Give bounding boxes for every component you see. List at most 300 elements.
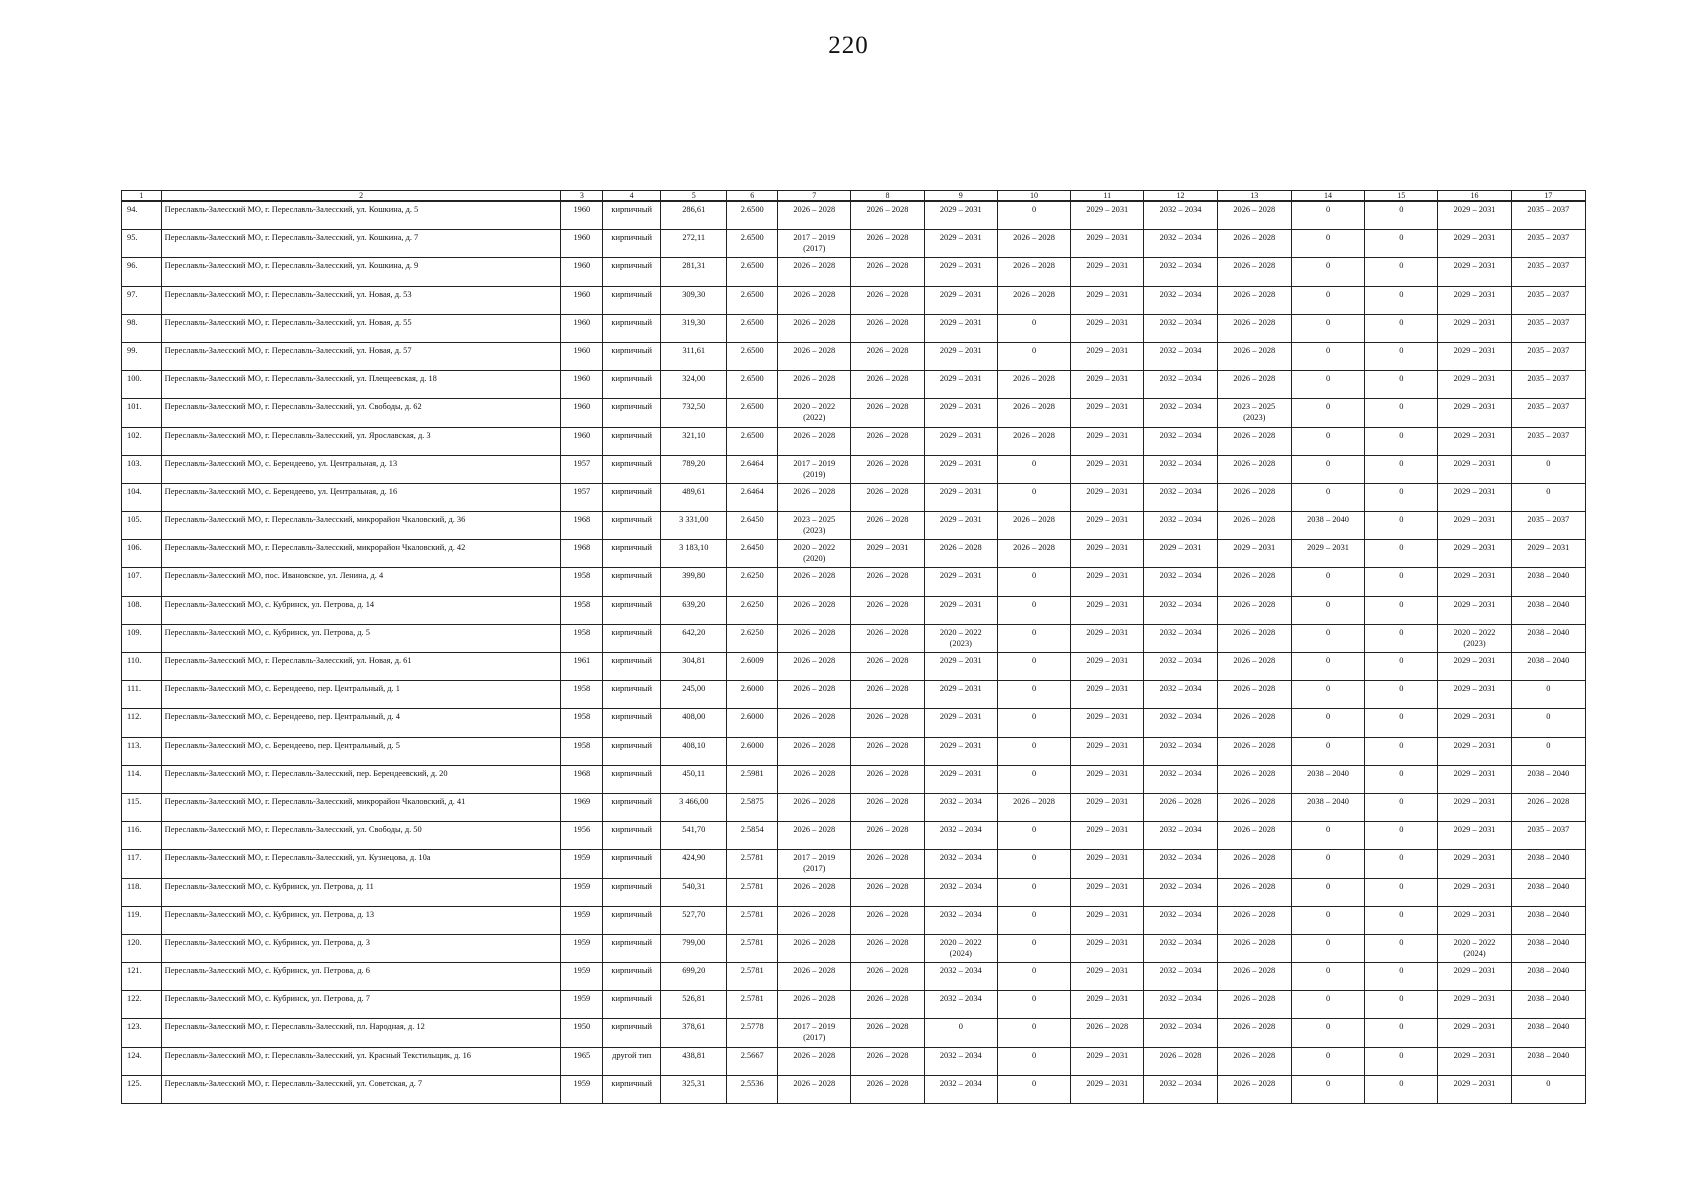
- cell-col-1: [122, 1047, 162, 1075]
- cell-col-17: [1511, 512, 1585, 540]
- column-number-2: 2: [161, 191, 561, 202]
- cell-value: 2026 – 2028: [866, 486, 909, 496]
- cell-col-2: [161, 483, 561, 511]
- cell-value: 0: [1031, 627, 1037, 637]
- cell-col-12: [1144, 1019, 1217, 1047]
- cell-value: 0: [1399, 345, 1404, 355]
- cell-value: 2026 – 2028: [1233, 966, 1276, 976]
- cell-value: 1959: [573, 1078, 591, 1088]
- cell-col-2: [161, 512, 561, 540]
- cell-value: 2026 – 2028: [793, 966, 836, 976]
- cell-value: 2032 – 2034: [1159, 599, 1202, 609]
- cell-value: 2029 – 2031: [1086, 768, 1129, 778]
- cell-value: кирпичный: [611, 599, 652, 609]
- cell-value: 2032 – 2034: [1159, 1078, 1202, 1088]
- cell-col-7: [778, 793, 851, 821]
- cell-value: 2029 – 2031: [1453, 796, 1496, 806]
- cell-value: 2029 – 2031: [1453, 289, 1496, 299]
- cell-col-15: [1365, 1047, 1438, 1075]
- cell-col-13: [1217, 850, 1291, 878]
- column-number-5: 5: [661, 191, 727, 202]
- cell-value: 2026 – 2028: [793, 937, 836, 947]
- cell-col-16: [1438, 1047, 1511, 1075]
- cell-col-8: [851, 540, 924, 568]
- cell-value: 2029 – 2031: [939, 430, 982, 440]
- cell-col-15: [1365, 793, 1438, 821]
- cell-value: кирпичный: [611, 853, 652, 863]
- cell-value: 639,20: [682, 599, 706, 609]
- cell-value: 2029 – 2031: [1086, 684, 1129, 694]
- cell-value: 2026 – 2028: [866, 233, 909, 243]
- table-row: [122, 906, 1586, 934]
- cell-col-11: [1071, 963, 1144, 991]
- cell-value: 2029 – 2031: [939, 599, 982, 609]
- cell-value: 0: [1399, 486, 1404, 496]
- cell-value: 2035 – 2037: [1527, 402, 1570, 412]
- cell-col-5: [661, 934, 727, 962]
- cell-col-9: [924, 991, 997, 1019]
- cell-col-13: [1217, 427, 1291, 455]
- cell-col-7: [778, 230, 851, 258]
- cell-value: 2029 – 2031: [1159, 543, 1202, 553]
- cell-value: 281,31: [682, 261, 706, 271]
- cell-value: 2026 – 2028: [866, 571, 909, 581]
- cell-value: 0: [1031, 881, 1037, 891]
- cell-value: 2.6464: [740, 486, 764, 496]
- cell-col-1: [122, 596, 162, 624]
- cell-value: 2023 – 2025: [1233, 402, 1276, 412]
- cell-value: 2032 – 2034: [1159, 627, 1202, 637]
- cell-value: 2026 – 2028: [793, 1050, 836, 1060]
- cell-value: кирпичный: [611, 825, 652, 835]
- cell-value: 1961: [573, 656, 591, 665]
- cell-value: 2029 – 2031: [1453, 853, 1496, 863]
- cell-col-1: [122, 1075, 162, 1103]
- cell-col-11: [1071, 258, 1144, 286]
- cell-value: 0: [1325, 994, 1331, 1004]
- cell-col-4: [603, 230, 661, 258]
- cell-col-10: [997, 822, 1070, 850]
- cell-col-17: [1511, 314, 1585, 342]
- cell-col-16: [1438, 906, 1511, 934]
- cell-col-16: [1438, 230, 1511, 258]
- cell-value: 0: [1031, 571, 1037, 581]
- cell-col-17: [1511, 793, 1585, 821]
- cell-col-10: [997, 653, 1070, 681]
- cell-col-15: [1365, 540, 1438, 568]
- cell-value: Переславль-Залесский МО, г. Переславль-Залесский, ул. Новая, д. 57: [164, 345, 412, 355]
- cell-value: 114.: [127, 768, 142, 778]
- cell-col-6: [727, 963, 778, 991]
- cell-col-14: [1291, 709, 1364, 737]
- cell-value: 2029 – 2031: [1453, 768, 1496, 778]
- cell-col-6: [727, 230, 778, 258]
- cell-col-11: [1071, 455, 1144, 483]
- cell-col-5: [661, 878, 727, 906]
- cell-value: кирпичный: [611, 345, 652, 355]
- cell-value: 2032 – 2034: [1159, 937, 1202, 947]
- cell-value: 2029 – 2031: [1453, 994, 1496, 1004]
- cell-value: 2020 – 2022: [939, 627, 982, 637]
- cell-value: 0: [1325, 740, 1331, 750]
- cell-value: 1958: [573, 712, 591, 722]
- cell-col-12: [1144, 399, 1217, 427]
- cell-col-15: [1365, 737, 1438, 765]
- cell-col-17: [1511, 1019, 1585, 1047]
- cell-value: 2.6500: [740, 317, 764, 327]
- cell-col-2: [161, 427, 561, 455]
- cell-col-15: [1365, 201, 1438, 230]
- cell-value: 2.6500: [740, 402, 764, 412]
- cell-value: 2026 – 2028: [1013, 515, 1055, 525]
- cell-col-9: [924, 963, 997, 991]
- cell-value: 2032 – 2034: [1159, 994, 1202, 1004]
- cell-col-10: [997, 371, 1070, 399]
- cell-value: Переславль-Залесский МО, г. Переславль-Залесский, ул. Кошкина, д. 5: [164, 205, 419, 214]
- cell-col-6: [727, 201, 778, 230]
- cell-col-7: [778, 512, 851, 540]
- cell-value: 2032 – 2034: [1159, 881, 1202, 891]
- cell-value: 2029 – 2031: [1086, 1050, 1129, 1060]
- cell-col-2: [161, 568, 561, 596]
- cell-col-13: [1217, 230, 1291, 258]
- cell-value: 2017 – 2019: [793, 458, 836, 468]
- cell-value: 2026 – 2028: [866, 1022, 909, 1032]
- cell-value: 2026 – 2028: [1233, 853, 1276, 863]
- cell-col-6: [727, 427, 778, 455]
- cell-col-10: [997, 1019, 1070, 1047]
- cell-col-4: [603, 681, 661, 709]
- cell-col-9: [924, 427, 997, 455]
- cell-col-12: [1144, 878, 1217, 906]
- cell-col-9: [924, 512, 997, 540]
- cell-col-12: [1144, 455, 1217, 483]
- cell-value: 0: [1325, 684, 1331, 694]
- cell-value: 2026 – 2028: [1233, 768, 1276, 778]
- cell-value: 2032 – 2034: [1159, 289, 1202, 299]
- cell-value: кирпичный: [611, 261, 652, 271]
- cell-value: 2.6250: [740, 599, 764, 609]
- cell-value: 2029 – 2031: [1453, 458, 1496, 468]
- cell-value: 2029 – 2031: [939, 289, 982, 299]
- cell-value: 1959: [573, 937, 591, 947]
- cell-value: 0: [1399, 881, 1404, 891]
- cell-col-10: [997, 512, 1070, 540]
- cell-value: 304,81: [682, 656, 706, 665]
- cell-col-17: [1511, 878, 1585, 906]
- cell-col-4: [603, 596, 661, 624]
- cell-value: 1960: [573, 233, 591, 243]
- cell-value: 2026 – 2028: [1233, 712, 1276, 722]
- cell-col-2: [161, 737, 561, 765]
- table-row: [122, 709, 1586, 737]
- cell-col-7: [778, 483, 851, 511]
- cell-col-13: [1217, 963, 1291, 991]
- cell-value: 125.: [127, 1078, 142, 1088]
- cell-value: 2026 – 2028: [1013, 261, 1055, 271]
- cell-col-6: [727, 737, 778, 765]
- cell-value: 319,30: [682, 317, 706, 327]
- cell-col-2: [161, 258, 561, 286]
- cell-col-17: [1511, 822, 1585, 850]
- cell-value: 121.: [127, 966, 142, 976]
- cell-value: 0: [1399, 233, 1404, 243]
- cell-value: Переславль-Залесский МО, г. Переславль-Залесский, ул. Кошкина, д. 7: [164, 233, 419, 243]
- column-number-16: 16: [1438, 191, 1511, 202]
- cell-col-14: [1291, 963, 1364, 991]
- cell-value: 2032 – 2034: [1159, 825, 1202, 835]
- cell-col-11: [1071, 653, 1144, 681]
- cell-value: 2029 – 2031: [1086, 881, 1129, 891]
- cell-value: 2.5781: [740, 881, 764, 891]
- cell-col-9: [924, 399, 997, 427]
- cell-col-6: [727, 878, 778, 906]
- cell-value: 0: [1399, 966, 1404, 976]
- cell-value: 1960: [573, 317, 591, 327]
- cell-col-16: [1438, 737, 1511, 765]
- cell-value: 2026 – 2028: [793, 712, 836, 722]
- cell-value: 0: [1031, 966, 1037, 976]
- table-row: [122, 878, 1586, 906]
- cell-col-9: [924, 483, 997, 511]
- cell-col-9: [924, 850, 997, 878]
- cell-col-6: [727, 906, 778, 934]
- cell-value: 2026 – 2028: [866, 1050, 909, 1060]
- cell-col-16: [1438, 850, 1511, 878]
- cell-col-14: [1291, 483, 1364, 511]
- cell-value: 2032 – 2034: [939, 994, 982, 1004]
- cell-col-1: [122, 230, 162, 258]
- cell-value: 2029 – 2031: [1086, 796, 1129, 806]
- table-row: [122, 1047, 1586, 1075]
- cell-col-10: [997, 963, 1070, 991]
- cell-col-16: [1438, 568, 1511, 596]
- cell-col-15: [1365, 709, 1438, 737]
- cell-value: 789,20: [682, 458, 706, 468]
- cell-col-13: [1217, 822, 1291, 850]
- cell-value: 2029 – 2031: [1086, 205, 1129, 214]
- cell-col-3: [561, 681, 603, 709]
- cell-col-9: [924, 653, 997, 681]
- cell-value: Переславль-Залесский МО, с. Кубринск, ул. Петрова, д. 11: [164, 881, 374, 891]
- cell-value: 0: [1399, 1050, 1404, 1060]
- cell-col-12: [1144, 709, 1217, 737]
- cell-value: 1958: [573, 684, 591, 694]
- cell-value: 2032 – 2034: [1159, 712, 1202, 722]
- cell-col-8: [851, 991, 924, 1019]
- cell-col-7: [778, 399, 851, 427]
- cell-value: 2026 – 2028: [1233, 317, 1276, 327]
- cell-col-17: [1511, 1047, 1585, 1075]
- cell-value: 2038 – 2040: [1527, 1050, 1570, 1060]
- cell-value: 0: [1325, 853, 1331, 863]
- cell-value: 0: [1325, 486, 1331, 496]
- cell-col-10: [997, 737, 1070, 765]
- cell-value: 2026 – 2028: [793, 571, 836, 581]
- cell-col-11: [1071, 596, 1144, 624]
- cell-col-14: [1291, 568, 1364, 596]
- cell-col-10: [997, 709, 1070, 737]
- cell-value: 2.5854: [740, 825, 764, 835]
- cell-col-2: [161, 455, 561, 483]
- cell-value: 2.6009: [740, 656, 764, 665]
- cell-value: 95.: [127, 233, 138, 243]
- cell-value: Переславль-Залесский МО, г. Переславль-Залесский, ул. Новая, д. 61: [164, 656, 412, 665]
- cell-value: кирпичный: [611, 458, 652, 468]
- table-row: [122, 427, 1586, 455]
- cell-value: 2026 – 2028: [1527, 796, 1570, 806]
- cell-value: 2017 – 2019: [793, 853, 836, 863]
- cell-col-9: [924, 540, 997, 568]
- cell-value: кирпичный: [611, 712, 652, 722]
- cell-col-3: [561, 934, 603, 962]
- cell-value: 2032 – 2034: [939, 966, 982, 976]
- cell-col-1: [122, 709, 162, 737]
- cell-col-9: [924, 258, 997, 286]
- cell-value: 2029 – 2031: [939, 205, 982, 214]
- cell-col-6: [727, 512, 778, 540]
- cell-value: 0: [1546, 1078, 1551, 1088]
- cell-col-16: [1438, 822, 1511, 850]
- cell-value: 2.5981: [740, 768, 764, 778]
- cell-value: 2035 – 2037: [1527, 515, 1570, 525]
- cell-col-10: [997, 568, 1070, 596]
- cell-col-4: [603, 963, 661, 991]
- cell-col-1: [122, 286, 162, 314]
- cell-value: 2032 – 2034: [1159, 909, 1202, 919]
- cell-col-12: [1144, 765, 1217, 793]
- cell-value: 2029 – 2031: [1453, 233, 1496, 243]
- cell-value: 2032 – 2034: [1159, 345, 1202, 355]
- cell-value: 2.6250: [740, 571, 764, 581]
- cell-col-3: [561, 906, 603, 934]
- cell-col-4: [603, 258, 661, 286]
- cell-value: Переславль-Залесский МО, г. Переславль-Залесский, ул. Красный Текстильщик, д. 16: [164, 1050, 471, 1060]
- cell-value: 2029 – 2031: [1233, 543, 1276, 553]
- cell-value: 2032 – 2034: [1159, 684, 1202, 694]
- cell-col-2: [161, 681, 561, 709]
- cell-value: 0: [1325, 966, 1331, 976]
- cell-col-16: [1438, 653, 1511, 681]
- cell-value: 2029 – 2031: [1086, 599, 1129, 609]
- cell-col-3: [561, 512, 603, 540]
- cell-col-2: [161, 1019, 561, 1047]
- cell-col-3: [561, 991, 603, 1019]
- cell-col-14: [1291, 1075, 1364, 1103]
- cell-col-6: [727, 596, 778, 624]
- table-row: [122, 624, 1586, 652]
- cell-col-9: [924, 737, 997, 765]
- cell-note: (2017): [803, 1033, 826, 1043]
- cell-col-9: [924, 793, 997, 821]
- cell-value: 2026 – 2028: [1233, 1022, 1276, 1032]
- cell-col-9: [924, 878, 997, 906]
- cell-value: 2029 – 2031: [1453, 345, 1496, 355]
- cell-value: кирпичный: [611, 937, 652, 947]
- cell-col-6: [727, 653, 778, 681]
- cell-value: 2038 – 2040: [1307, 796, 1349, 806]
- cell-value: 0: [1399, 374, 1404, 384]
- cell-col-15: [1365, 991, 1438, 1019]
- cell-col-17: [1511, 540, 1585, 568]
- page-number: 220: [828, 32, 869, 59]
- cell-value: 2026 – 2028: [1233, 261, 1276, 271]
- cell-value: 2029 – 2031: [1453, 966, 1496, 976]
- cell-value: 0: [1325, 881, 1331, 891]
- cell-col-1: [122, 1019, 162, 1047]
- cell-value: 0: [1031, 684, 1037, 694]
- cell-col-10: [997, 201, 1070, 230]
- cell-col-6: [727, 286, 778, 314]
- cell-col-5: [661, 681, 727, 709]
- table-row: [122, 737, 1586, 765]
- cell-col-14: [1291, 991, 1364, 1019]
- cell-value: 1968: [573, 543, 591, 553]
- cell-value: 2026 – 2028: [793, 627, 836, 637]
- cell-col-11: [1071, 201, 1144, 230]
- cell-col-8: [851, 427, 924, 455]
- cell-col-15: [1365, 371, 1438, 399]
- cell-value: Переславль-Залесский МО, с. Кубринск, ул. Петрова, д. 6: [164, 966, 370, 976]
- cell-value: 2029 – 2031: [1453, 740, 1496, 750]
- cell-col-16: [1438, 483, 1511, 511]
- cell-value: 2026 – 2028: [1233, 515, 1276, 525]
- column-number-8: 8: [851, 191, 924, 202]
- cell-value: 110.: [127, 656, 142, 665]
- cell-value: 438,81: [682, 1050, 706, 1060]
- cell-col-4: [603, 371, 661, 399]
- cell-col-6: [727, 934, 778, 962]
- cell-col-17: [1511, 427, 1585, 455]
- cell-col-15: [1365, 1019, 1438, 1047]
- cell-value: 2029 – 2031: [1453, 1022, 1496, 1032]
- cell-value: Переславль-Залесский МО, г. Переславль-Залесский, ул. Ярославская, д. 3: [164, 430, 431, 440]
- cell-col-7: [778, 540, 851, 568]
- cell-col-16: [1438, 1019, 1511, 1047]
- cell-value: 2029 – 2031: [1086, 543, 1129, 553]
- cell-col-15: [1365, 850, 1438, 878]
- cell-value: 2029 – 2031: [1086, 937, 1129, 947]
- cell-col-10: [997, 483, 1070, 511]
- cell-col-2: [161, 934, 561, 962]
- cell-value: 2026 – 2028: [793, 374, 836, 384]
- cell-col-15: [1365, 906, 1438, 934]
- cell-value: 1960: [573, 289, 591, 299]
- cell-value: 2029 – 2031: [1086, 994, 1129, 1004]
- cell-value: 2026 – 2028: [793, 205, 836, 214]
- cell-col-9: [924, 906, 997, 934]
- cell-col-14: [1291, 342, 1364, 370]
- cell-value: 123.: [127, 1022, 142, 1032]
- cell-col-1: [122, 991, 162, 1019]
- cell-col-7: [778, 850, 851, 878]
- cell-col-11: [1071, 765, 1144, 793]
- cell-value: 0: [1399, 909, 1404, 919]
- cell-value: 112.: [127, 712, 142, 722]
- cell-value: 0: [1325, 712, 1331, 722]
- cell-value: 1959: [573, 966, 591, 976]
- cell-col-1: [122, 314, 162, 342]
- cell-value: 2032 – 2034: [1159, 571, 1202, 581]
- cell-col-17: [1511, 399, 1585, 427]
- cell-col-7: [778, 342, 851, 370]
- cell-value: Переславль-Залесский МО, с. Берендеево, пер. Центральный, д. 4: [164, 712, 400, 722]
- cell-value: 2026 – 2028: [866, 937, 909, 947]
- cell-value: 2029 – 2031: [939, 571, 982, 581]
- column-number-1: 1: [122, 191, 162, 202]
- cell-value: 2026 – 2028: [1233, 909, 1276, 919]
- cell-value: 2029 – 2031: [866, 543, 909, 553]
